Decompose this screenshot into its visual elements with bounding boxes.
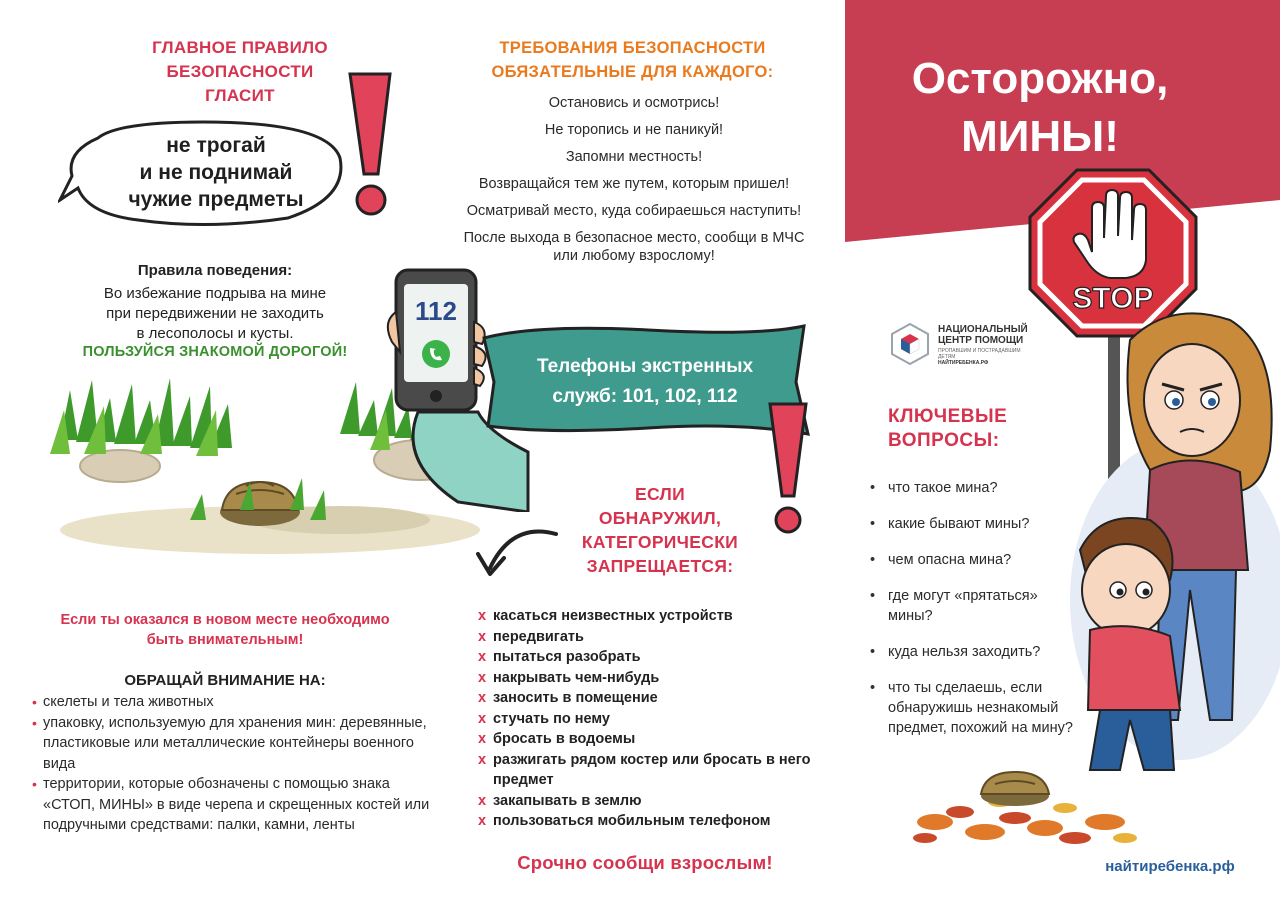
behavior-hint: ПОЛЬЗУЙСЯ ЗНАКОМОЙ ДОРОГОЙ! — [82, 344, 348, 360]
headline — [860, 50, 1220, 166]
x-marker: x — [478, 608, 487, 624]
attention-lead — [30, 610, 420, 650]
behavior-line: при передвижении не заходить — [106, 305, 324, 322]
x-marker: x — [478, 649, 487, 665]
emergency-phones-text — [488, 352, 802, 412]
list-item: • территории, которые обозначены с помощью знака «СТОП, МИНЫ» в виде черепа и скрещенных костей или подручными средствами: палки, камни, ленты — [32, 774, 432, 836]
list-item: Не торопись и не паникуй! — [544, 122, 724, 138]
attention-lead-line: Если ты оказался в новом месте необходимо — [60, 612, 390, 628]
logo-subtitle: ПРОПАВШИМ И ПОСТРАДАВШИМ ДЕТЯМ — [938, 348, 1021, 360]
stop-sign-label: STOP — [1072, 282, 1154, 315]
list-item: После выхода в безопасное место, сообщи в МЧС или любому взрослому! — [463, 230, 805, 264]
headline-line: Осторожно, — [911, 54, 1169, 103]
requirements-list — [450, 94, 818, 274]
list-item: x закапывать в землю — [478, 791, 838, 812]
logo-icon — [888, 322, 932, 366]
speech-bubble-text — [96, 132, 336, 213]
list-item: x пытаться разобрать — [478, 647, 838, 668]
list-item: x накрывать чем-нибудь — [478, 668, 838, 689]
x-marker: x — [478, 731, 487, 747]
children-illustration — [1060, 300, 1280, 790]
list-item: • что такое мина? — [868, 478, 1073, 498]
key-questions-title — [888, 405, 1068, 453]
list-item: x пользоваться мобильным телефоном — [478, 811, 838, 832]
x-marker: x — [478, 669, 487, 686]
attention-title: ОБРАЩАЙ ВНИМАНИЕ НА: — [124, 672, 326, 689]
list-item: • где могут «прятаться» мины? — [868, 586, 1073, 626]
curved-arrow-icon — [472, 520, 562, 590]
list-item: x разжигать рядом костер или бросать в него предмет — [478, 751, 811, 788]
main-rule-title-line: ГЛАВНОЕ ПРАВИЛО — [152, 38, 328, 57]
list-item: Остановись и осмотрись! — [548, 95, 720, 111]
forbidden-title-line: ЕСЛИ — [635, 484, 685, 504]
attention-list — [32, 692, 432, 836]
list-item: • куда нельзя заходить? — [868, 642, 1073, 662]
list-item: • какие бывают мины? — [868, 514, 1073, 534]
list-item: • упаковку, используемую для хранения мин: деревянные, пластиковые или металлические контейнеры военного вида — [32, 713, 432, 775]
x-marker: x — [478, 690, 487, 706]
list-item: Осматривай место, куда собираешься наступить! — [466, 203, 802, 219]
forbidden-title-line: ЗАПРЕЩАЕТСЯ: — [586, 556, 734, 576]
list-item: x заносить в помещение — [478, 688, 838, 709]
logo-name-line: ЦЕНТР ПОМОЩИ — [938, 335, 1024, 346]
list-item: x передвигать — [478, 627, 838, 648]
list-item: x касаться неизвестных устройств — [478, 606, 838, 627]
list-item: x бросать в водоемы — [478, 729, 838, 750]
headline-line: МИНЫ! — [961, 112, 1119, 161]
requirements-title-line: ТРЕБОВАНИЯ БЕЗОПАСНОСТИ — [499, 39, 766, 57]
forbidden-title-line: КАТЕГОРИЧЕСКИ — [581, 532, 739, 552]
attention-lead-line: быть внимательным! — [146, 632, 304, 648]
key-questions-title-line: ВОПРОСЫ: — [888, 430, 1000, 451]
bubble-line: чужие предметы — [128, 188, 304, 211]
footer-site: найтиребенка.рф — [1105, 858, 1235, 875]
x-marker: x — [478, 792, 487, 809]
forbidden-title-line: ОБНАРУЖИЛ, — [598, 508, 722, 528]
x-marker: x — [478, 710, 487, 727]
key-questions-list — [868, 478, 1073, 754]
main-rule-title-line: БЕЗОПАСНОСТИ — [166, 62, 314, 81]
list-item: x стучать по нему — [478, 709, 838, 730]
urgent-call-text: Срочно сообщи взрослым! — [517, 852, 773, 873]
requirements-title — [450, 36, 815, 84]
key-questions-title-line: КЛЮЧЕВЫЕ — [888, 406, 1008, 427]
list-item: Возвращайся тем же путем, которым пришел! — [478, 176, 790, 192]
behavior-text — [60, 284, 370, 344]
forbidden-title — [540, 482, 780, 578]
main-rule-title-line: ГЛАСИТ — [205, 86, 275, 105]
leaves-mine-illustration — [905, 742, 1145, 852]
x-marker: x — [478, 751, 487, 768]
list-item: • что ты сделаешь, если обнаружишь незнакомый предмет, похожий на мину? — [868, 678, 1073, 738]
forbidden-list — [478, 606, 838, 832]
list-item: • скелеты и тела животных — [32, 692, 432, 713]
bubble-line: и не поднимай — [139, 161, 293, 184]
logo-name-line: НАЦИОНАЛЬНЫЙ — [938, 324, 1028, 335]
behavior-line: Во избежание подрыва на мине — [103, 285, 327, 302]
behavior-title: Правила поведения: — [137, 262, 293, 279]
bubble-line: не трогай — [166, 134, 266, 157]
behavior-line: в лесополосы и кусты. — [136, 325, 294, 342]
exclamation-mark-icon — [342, 70, 398, 220]
requirements-title-line: ОБЯЗАТЕЛЬНЫЕ ДЛЯ КАЖДОГО: — [491, 63, 774, 81]
list-item: • чем опасна мина? — [868, 550, 1073, 570]
emergency-line: служб: 101, 102, 112 — [552, 386, 738, 407]
emergency-line: Телефоны экстренных — [536, 356, 754, 377]
x-marker: x — [478, 628, 487, 645]
x-marker: x — [478, 813, 487, 829]
logo-name — [938, 324, 1038, 346]
phone-screen-number: 112 — [415, 296, 457, 326]
logo-site: НАЙТИРЕБЕНКА.РФ — [938, 360, 989, 366]
list-item: Запомни местность! — [565, 149, 703, 165]
